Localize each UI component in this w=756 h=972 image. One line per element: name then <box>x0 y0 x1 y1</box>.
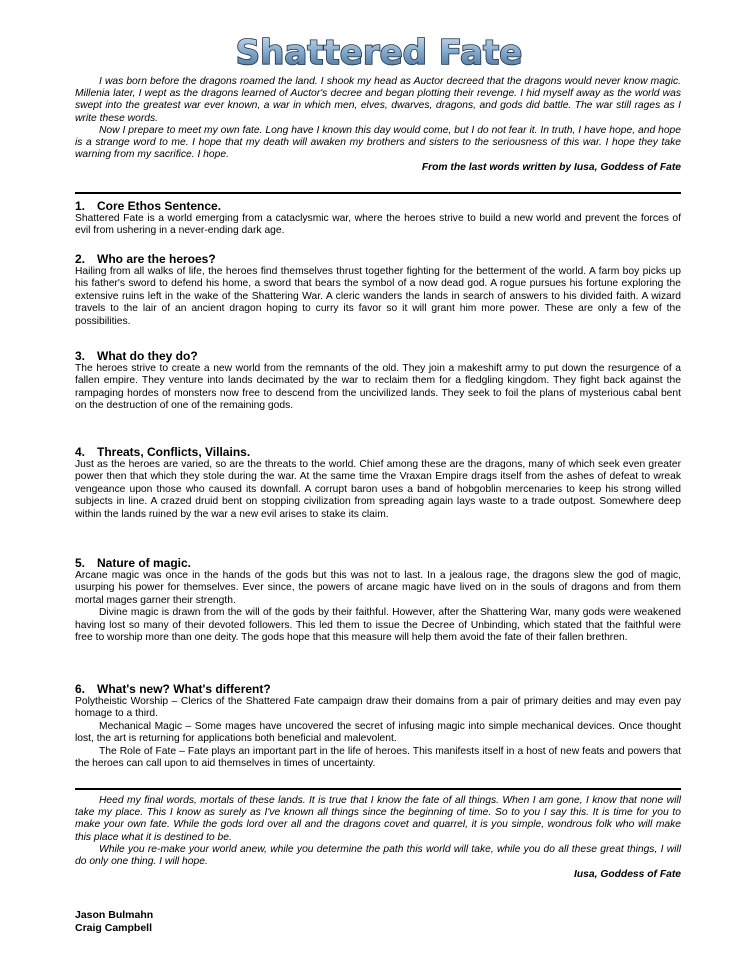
section-body <box>75 213 681 238</box>
opening-quote-paragraph: I was born before the dragons roamed the land. I shook my head as Auctor decreed that the dragons would never know magic. Millenia later, I wept as the dragons learned of Auctor's decree and began plotting their revenge. I hid myself away as the world was swept into the greatest war ever known, a war in which men, elves, dwarves, dragons, and gods did battle. The war still rages as I write these words. <box>75 76 681 124</box>
section-number: 2. <box>75 252 86 266</box>
closing-quote <box>75 795 681 881</box>
section-number: 1. <box>75 199 86 213</box>
opening-quote-attribution: From the last words written by Iusa, Goddess of Fate <box>421 162 681 174</box>
logo-graphic <box>235 28 523 74</box>
section-threats <box>75 445 681 521</box>
section-body <box>75 570 681 644</box>
section-paragraph: Arcane magic was once in the hands of the gods but this was not to last. In a jealous rage, the dragons slew the god of magic, usurping his power for themselves. Ever since, the powers of arcane magic have lived on in the souls of dragons and from them mortal mages garner their strength. <box>75 570 681 606</box>
section-magic <box>75 556 681 644</box>
author-name: Jason Bulmahn <box>75 909 154 921</box>
closing-quote-paragraph: Heed my final words, mortals of these lands. It is true that I know the fate of all things. When I am gone, I know that none will take my place. This I know as surely as I've known all things since the beginning of time. So to you I say this. It is time for you to make your own fate. While the gods lord over all and the dragons covet and quarrel, it is you simple, wondrous folk who will make this place what it is destined to be. <box>75 795 681 843</box>
section-whats-new <box>75 682 681 770</box>
section-paragraph: Shattered Fate is a world emerging from a cataclysmic war, where the heroes strive to build a new world and prevent the forces of evil from ushering in a never-ending dark age. <box>75 213 681 237</box>
closing-quote-attribution: Iusa, Goddess of Fate <box>574 869 681 881</box>
divider <box>75 788 681 790</box>
section-paragraph: Mechanical Magic – Some mages have uncovered the secret of infusing magic into simple mechanical devices. Once thought lost, the art is returning for applications both beneficial and malevolent. <box>75 720 681 745</box>
section-heading <box>75 556 681 570</box>
section-paragraph: Polytheistic Worship – Clerics of the Shattered Fate campaign draw their domains from a pair of primary deities and may even pay homage to a third. <box>75 696 681 720</box>
shattered-fate-logo <box>235 28 523 74</box>
section-what-they-do <box>75 349 681 413</box>
authors <box>75 909 153 935</box>
section-heading <box>75 252 681 266</box>
author-name: Craig Campbell <box>75 922 153 934</box>
section-paragraph: Just as the heroes are varied, so are the threats to the world. Chief among these are the dragons, many of which seek even greater power then that which they stole during the war. At the same time the Vraxan Empire drags itself from the ashes of defeat to wreak vengeance upon those who caused its downfall. A corrupt baron uses a band of hobgoblin mercenaries to keep his strong willed subjects in line. A crazed druid bent on stopping civilization from spreading again lays waste to a trade outpost. Somewhere deep within the lands ruined by the war a new evil arises to stake its claim. <box>75 459 681 520</box>
section-heading <box>75 349 681 363</box>
opening-quote <box>75 76 681 174</box>
section-number: 4. <box>75 445 86 459</box>
section-title: Threats, Conflicts, Villains. <box>97 445 251 459</box>
section-core-ethos <box>75 199 681 238</box>
section-heading <box>75 682 681 696</box>
section-title: What's new? What's different? <box>97 682 271 696</box>
section-paragraph: Hailing from all walks of life, the heroes find themselves thrust together fighting for the betterment of the world. A farm boy picks up his father's sword to defend his home, a sword that bears the symbol of a now dead god. A rogue pursues his fortune exploring the extensive ruins left in the wake of the Shattering War. A cleric wanders the lands in search of answers to his divided faith. A wizard travels to the lair of an ancient dragon hoping to curry its favor so it will grant him more power. These are only a few of the possibilities. <box>75 266 681 327</box>
section-body <box>75 363 681 413</box>
logo-text: Shattered Fate <box>235 33 523 73</box>
section-heading <box>75 445 681 459</box>
section-number: 5. <box>75 556 86 570</box>
closing-quote-text <box>75 795 681 868</box>
section-paragraph: Divine magic is drawn from the will of the gods by their faithful. However, after the Shattering War, many gods were weakened having lost so many of their devoted followers. This led them to issue the Decree of Unbinding, which stated that the faithful were free to worship more than one deity. The gods hope that this measure will help them avoid the fate of their fallen brethren. <box>75 607 681 644</box>
section-heroes <box>75 252 681 328</box>
section-title: Who are the heroes? <box>97 252 216 266</box>
section-body <box>75 459 681 521</box>
section-title: Core Ethos Sentence. <box>97 199 222 213</box>
section-paragraph: The Role of Fate – Fate plays an important part in the life of heroes. This manifests itself in a host of new feats and powers that the heroes can call upon to aid themselves in times of uncertainty. <box>75 745 681 770</box>
divider <box>75 192 681 194</box>
section-body <box>75 266 681 328</box>
section-paragraph: The heroes strive to create a new world from the remnants of the old. They join a makeshift army to put down the resurgence of a fallen empire. They venture into lands decimated by the war to reclaim them for a fledgling kingdom. They fight back against the rampaging hordes of monsters now free to descend from the uncivilized lands. They seek to foil the plans of mysterious cabal bent on the destruction of one of the remaining gods. <box>75 363 681 412</box>
section-number: 6. <box>75 682 86 696</box>
section-title: What do they do? <box>97 349 198 363</box>
opening-quote-paragraph: Now I prepare to meet my own fate. Long have I known this day would come, but I do not fear it. In truth, I have hope, and hope is a strange word to me. I hope that my death will awaken my brothers and sisters to the seriousness of this war. I hope they take warning from my sacrifice. I hope. <box>75 124 681 161</box>
closing-quote-paragraph: While you re-make your world anew, while you determine the path this world will take, while you do all these great things, I will do only one thing. I will hope. <box>75 843 681 868</box>
section-body <box>75 696 681 770</box>
section-number: 3. <box>75 349 86 363</box>
section-title: Nature of magic. <box>97 556 192 570</box>
opening-quote-text <box>75 76 681 161</box>
section-heading <box>75 199 681 213</box>
